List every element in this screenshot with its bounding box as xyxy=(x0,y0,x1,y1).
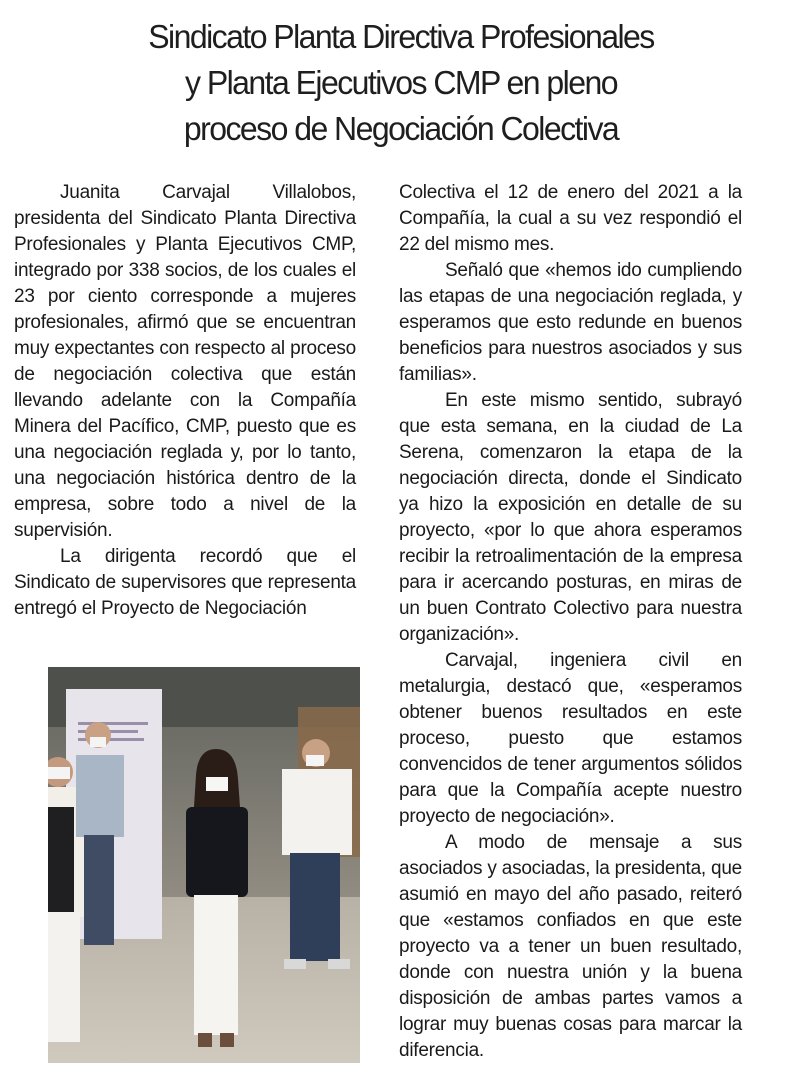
headline-line-3: proceso de Negociación Colectiva xyxy=(183,110,619,147)
article-paragraph: Señaló que «hemos ido cumpliendo las etapas de una negociación reglada, y esperamos que esto redunde en buenos beneficios para nuestros asociados y sus familias». xyxy=(399,260,742,385)
article-paragraph: Juanita Carvajal Villalobos, presidenta del Sindicato Planta Directiva Profesionales y Planta Ejecutivos CMP, integrado por 338 socios, de los cuales el 23 por ciento corresponde a mujeres profesionales, afirmó que se encuentran muy expectantes con respecto al proceso de negociación colectiva que están llevando adelante con la Compañía Minera del Pacífico, CMP, puesto que es una negociación reglada y, por lo tanto, una negociación histórica dentro de la empresa, sobre todo a nivel de la supervisión. xyxy=(14,182,356,541)
headline-line-1: Sindicato Planta Directiva Profesionales xyxy=(148,18,654,55)
article-photo xyxy=(48,667,360,1063)
article-paragraph: La dirigenta recordó que el Sindicato de supervisores que representa entregó el Proyecto de Negociación xyxy=(14,546,356,619)
headline-line-2: y Planta Ejecutivos CMP en pleno xyxy=(185,64,617,101)
article-paragraph: Carvajal, ingeniera civil en metalurgia, destacó que, «esperamos obtener buenos resultados en este proceso, puesto que estamos convencidos de tener argumentos sólidos para que la Compañía acepte nuestro proyecto de negociación». xyxy=(399,650,742,827)
article-paragraph: A modo de mensaje a sus asociados y asociadas, la presidenta, que asumió en mayo del año pasado, reiteró que «estamos confiados en que este proyecto va a tener un buen resultado, donde con nuestra unión y la buena disposición de ambas partes vamos a lograr muy buenas cosas para marcar la diferencia. xyxy=(399,832,742,1061)
article-left-column xyxy=(14,180,356,622)
headline xyxy=(51,14,751,152)
article-paragraph-continuation: Colectiva el 12 de enero del 2021 a la Compañía, la cual a su vez respondió el 22 del mismo mes. xyxy=(399,182,742,255)
group-photo-illustration xyxy=(48,667,360,1063)
article-right-column xyxy=(399,180,742,1064)
article-paragraph: En este mismo sentido, subrayó que esta semana, en la ciudad de La Serena, comenzaron la etapa de la negociación directa, donde el Sindicato ya hizo la exposición en detalle de su proyecto, «por lo que ahora esperamos recibir la retroalimentación de la empresa para ir acercando posturas, en miras de un buen Contrato Colectivo para nuestra organización». xyxy=(399,390,742,645)
